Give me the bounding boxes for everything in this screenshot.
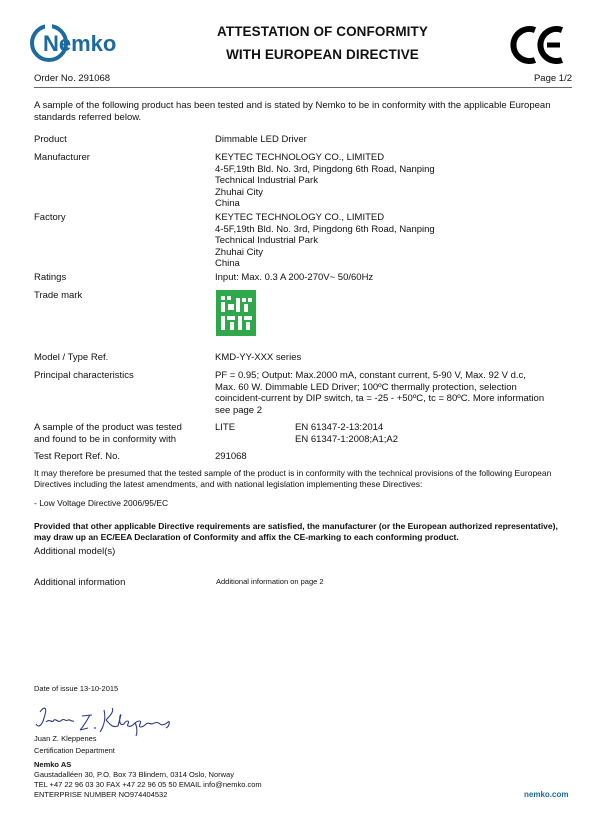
sample-label: A sample of the product was tested and found to be in conformity with <box>34 422 182 445</box>
header-divider <box>34 87 572 88</box>
product-value: Dimmable LED Driver <box>215 134 307 145</box>
trademark-label: Trade mark <box>34 290 83 301</box>
presumption-text: It may therefore be presumed that the tested sample of the product is in conformity with the technical provisions of the following European Directives including the latest amendments, and with national legislation implementing these Directives: <box>34 468 552 489</box>
additional-models-label: Additional model(s) <box>34 546 116 557</box>
additional-info-value: Additional information on page 2 <box>216 577 324 586</box>
directive-text: - Low Voltage Directive 2006/95/EC <box>34 498 169 508</box>
order-number: Order No. 291068 <box>34 73 111 84</box>
principal-value: PF = 0.95; Output: Max.2000 mA, constant current, 5-90 V, Max. 92 V d.c, Max. 60 W. Dimmable LED Driver; 100ºC thermally protection, selection coincident-current by DIP switch, ta = -25 - +50ºC, tc = 80ºC. More information see page 2 <box>215 370 545 416</box>
additional-info-label: Additional information <box>34 577 126 588</box>
trademark-logo <box>216 290 256 336</box>
footer-contact: TEL +47 22 96 03 30 FAX +47 22 96 05 50 EMAIL info@nemko.com <box>34 780 262 789</box>
issue-date: Date of issue 13-10-2015 <box>34 684 119 693</box>
signature <box>34 702 184 738</box>
lab-name: LITE <box>215 422 236 433</box>
factory-value: KEYTEC TECHNOLOGY CO., LIMITED 4-5F,19th Bld. No. 3rd, Pingdong 6th Road, Nanping Technical Industrial Park Zhuhai City China <box>215 212 435 269</box>
provided-text: Provided that other applicable Directive requirements are satisfied, the manufacturer (or the European authorized representative), may draw up an EC/EEA Declaration of Conformity and affix the CE-marking to each conforming product. <box>34 521 558 542</box>
report-label: Test Report Ref. No. <box>34 451 121 462</box>
footer-company: Nemko AS <box>34 760 72 769</box>
signatory-name: Juan Z. Kleppenes <box>34 734 97 743</box>
standards-list: EN 61347-2-13:2014 EN 61347-1:2008;A1;A2 <box>295 422 398 445</box>
ce-mark <box>508 24 568 66</box>
title-line-1: ATTESTATION OF CONFORMITY <box>217 24 428 39</box>
footer-address: Gaustadalléen 30, P.O. Box 73 Blindern, 0314 Oslo, Norway <box>34 770 234 779</box>
signatory-department: Certification Department <box>34 746 115 755</box>
title-line-2: WITH EUROPEAN DIRECTIVE <box>226 47 419 62</box>
page-number: Page 1/2 <box>533 73 572 84</box>
website-link[interactable]: nemko.com <box>524 790 569 799</box>
nemko-logo <box>30 22 138 64</box>
model-value: KMD-YY-XXX series <box>215 352 302 363</box>
footer-enterprise: ENTERPRISE NUMBER NO974404532 <box>34 790 168 799</box>
ratings-label: Ratings <box>34 272 67 283</box>
product-label: Product <box>34 134 67 145</box>
manufacturer-value: KEYTEC TECHNOLOGY CO., LIMITED 4-5F,19th Bld. No. 3rd, Pingdong 6th Road, Nanping Technical Industrial Park Zhuhai City China <box>215 152 435 209</box>
principal-label: Principal characteristics <box>34 370 134 381</box>
model-label: Model / Type Ref. <box>34 352 109 363</box>
factory-label: Factory <box>34 212 66 223</box>
brand-text: Nemko <box>43 31 117 56</box>
ratings-value: Input: Max. 0.3 A 200-270V~ 50/60Hz <box>215 272 374 283</box>
report-value: 291068 <box>215 451 247 462</box>
intro-text: A sample of the following product has been tested and is stated by Nemko to be in conformity with the applicable European standards referred below. <box>34 100 551 123</box>
manufacturer-label: Manufacturer <box>34 152 90 163</box>
